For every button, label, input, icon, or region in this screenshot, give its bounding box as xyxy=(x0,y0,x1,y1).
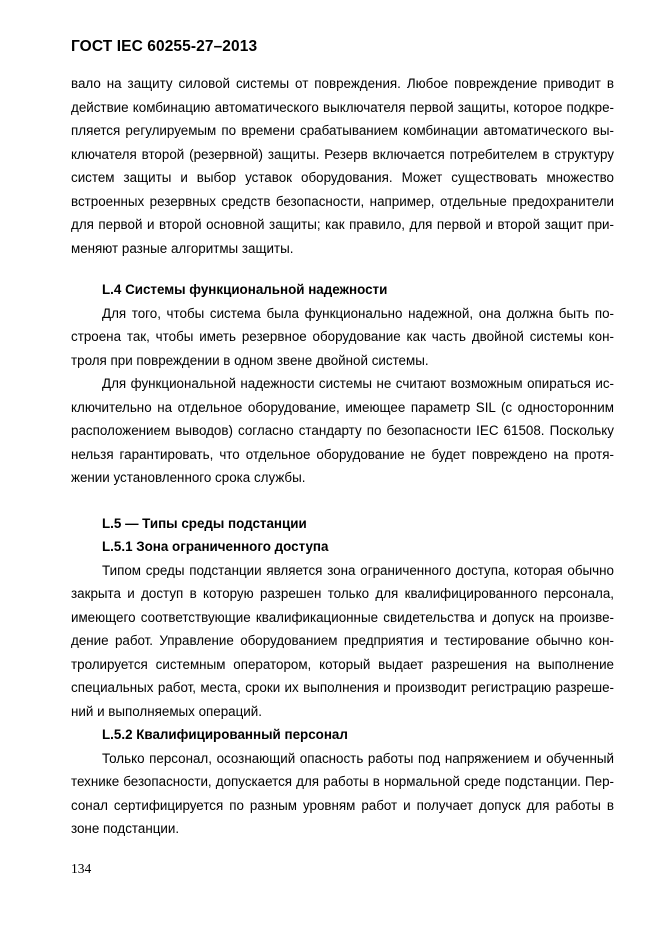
page-number: 134 xyxy=(71,861,92,876)
document-body xyxy=(71,72,614,841)
section-heading-l4: L.4 Системы функциональной надежности xyxy=(102,282,388,297)
paragraph-l5-2: Только персонал, осознающий опасность работы под напряжением и обученный технике безопасности, допускается для работы в нормальной среде подстанции. Персонал сертифицируется по разным уровням работ и получает допуск для работы в зоне подстанции. xyxy=(71,750,614,836)
subsection-heading-l5-1: L.5.1 Зона ограниченного доступа xyxy=(102,539,329,554)
subsection-heading-l5-2: L.5.2 Квалифицированный персонал xyxy=(102,727,348,742)
paragraph-l4-1: Для того, чтобы система была функционально надежной, она должна быть построена так, чтобы иметь резервное оборудование как часть двойной системы контроля при повреждении в одном звене двойной системы. xyxy=(71,305,614,368)
paragraph-l4-2: Для функциональной надежности системы не считают возможным опираться исключительно на отдельное оборудование, имеющее параметр SIL (с односторонним расположением выводов) согласно стандарту по безопасности IEC 61508. Поскольку нельзя гарантировать, что отдельное оборудование не будет повреждено на протяжении установленного срока службы. xyxy=(71,376,614,485)
document-header-title: ГОСТ IEC 60255-27–2013 xyxy=(71,38,258,55)
paragraph-l5-1: Типом среды подстанции является зона ограниченного доступа, которая обычно закрыта и доступ в которую разрешен только для квалифицированного персонала, имеющего соответствующие квалификационные свидетельства и допуск на произведение работ. Управление оборудованием предприятия и тестирование обычно контролируется системным оператором, который выдает разрешения на выполнение специальных работ, места, сроки их выполнения и производит регистрацию разрешений и выполняемых операций. xyxy=(71,562,614,719)
paragraph-continued: вало на защиту силовой системы от повреждения. Любое повреждение приводит в действие комбинацию автоматического выключателя первой защиты, которое подкрепляется регулируемым по времени срабатыванием комбинации автоматического выключателя второй (резервной) защиты. Резерв включается потребителем в структуру систем защиты и выбор уставок оборудования. Может существовать множество встроенных резервных средств безопасности, например, отдельные предохранители для первой и второй основной защиты; как правило, для первой и второй защит применяют разные алгоритмы защиты. xyxy=(71,76,614,256)
section-heading-l5: L.5 — Типы среды подстанции xyxy=(102,515,307,531)
